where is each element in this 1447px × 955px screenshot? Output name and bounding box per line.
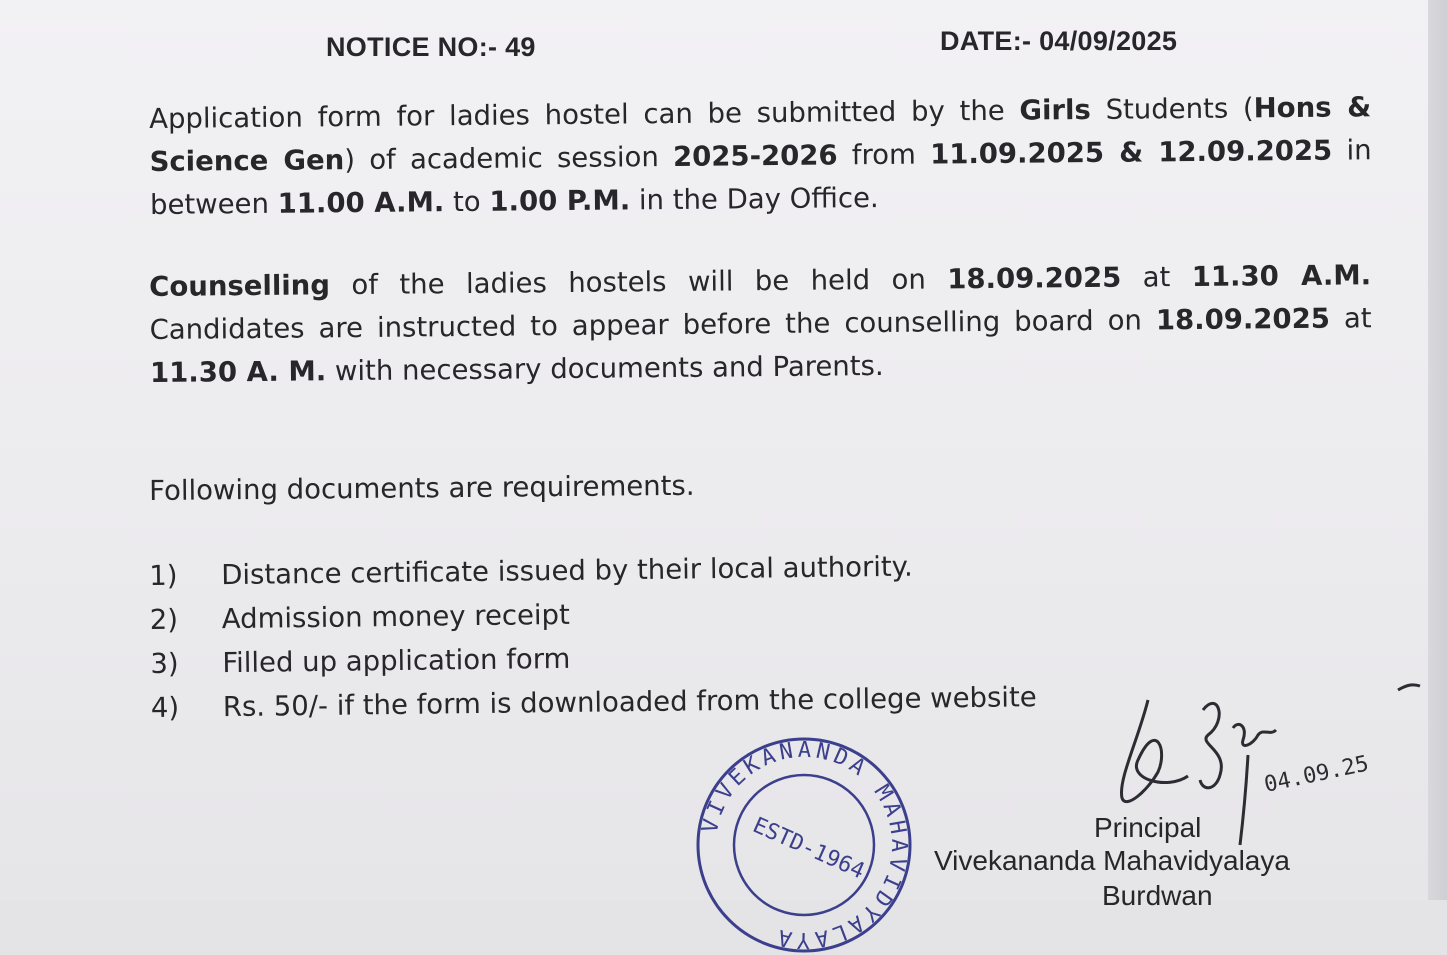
list-item <box>150 642 571 686</box>
notice-date: DATE:- 04/09/2025 <box>940 26 1178 56</box>
list-item-number: 4) <box>150 691 180 724</box>
signatory-title: Principal <box>1094 812 1202 843</box>
list-item-text: Rs. 50/- if the form is downloaded from the college website <box>222 681 1037 724</box>
application-paragraph: Application form for ladies hostel can be submitted by the Girls Students (Hons & Science Gen) of academic session 2025-2026 from 11.09.2025 & 12.09.2025 in between 11.00 A.M. to 1.00 P.M. in the Day Office. <box>149 91 1372 221</box>
list-item-text: Filled up application form <box>222 642 571 680</box>
signatory-college: Vivekananda Mahavidyalaya <box>934 845 1290 876</box>
list-item-text: Distance certificate issued by their local authority. <box>221 550 914 592</box>
college-seal <box>694 735 914 955</box>
list-item <box>149 550 914 598</box>
counselling-paragraph: Counselling of the ladies hostels will be held on 18.09.2025 at 11.30 A.M. Candidates are instructed to appear before the counselling board on 18.09.2025 at 11.30 A. M. with necessary documents and Parents. <box>149 259 1372 389</box>
seal-center-text: ESTD-1964 <box>748 812 869 885</box>
list-item <box>150 681 1037 730</box>
list-item <box>149 598 571 642</box>
list-item-number: 2) <box>149 603 179 636</box>
signature-date: 04.09.25 <box>1262 751 1371 798</box>
notice-number: NOTICE NO:- 49 <box>326 32 536 62</box>
list-item-number: 3) <box>150 647 179 680</box>
list-item-number: 1) <box>149 559 178 592</box>
list-item-text: Admission money receipt <box>221 598 571 636</box>
signatory-city: Burdwan <box>1102 880 1213 911</box>
seal-ring-text: VIVEKANANDA MAHAVIDYALAYA <box>697 737 912 953</box>
page-edge <box>1428 0 1447 900</box>
documents-heading: Following documents are requirements. <box>149 469 695 507</box>
